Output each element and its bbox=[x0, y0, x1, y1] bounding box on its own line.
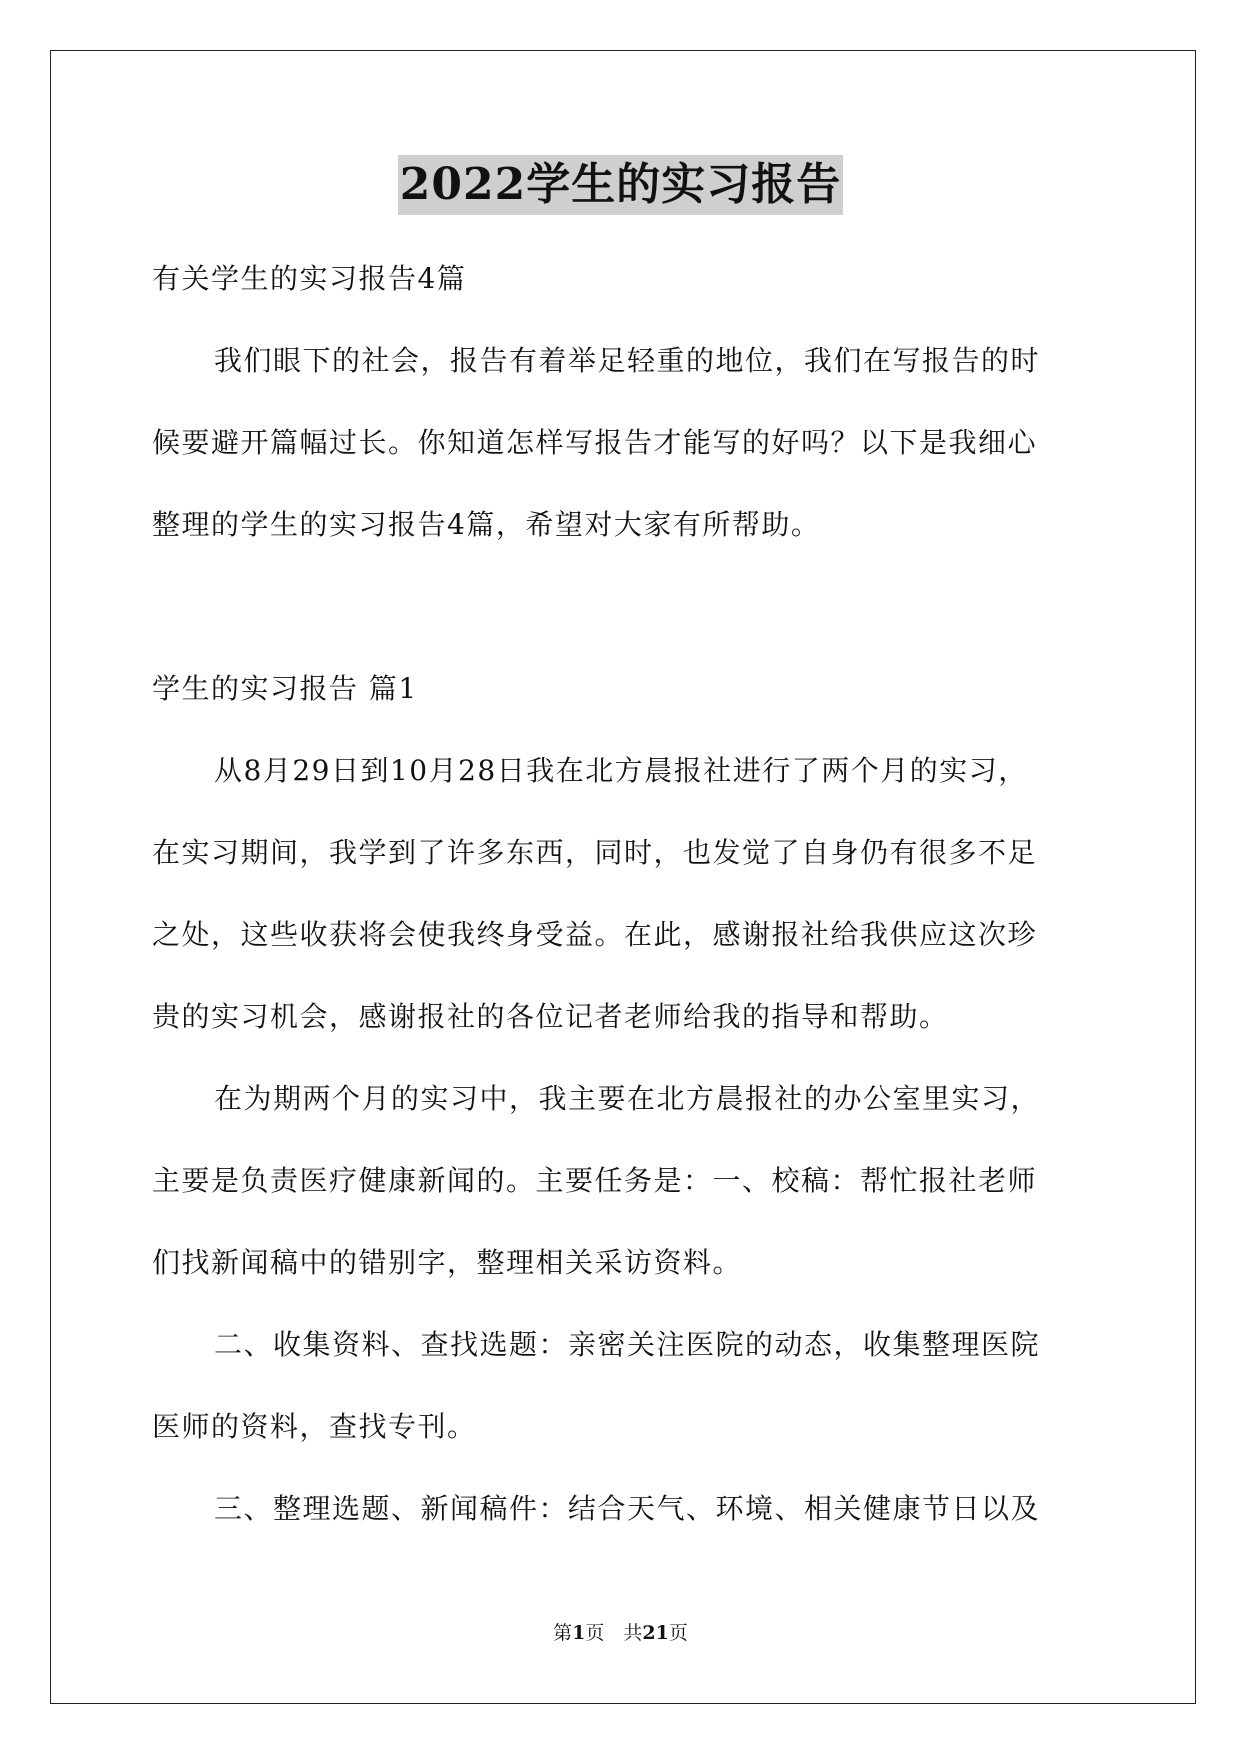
paragraph-line: 二、收集资料、查找选题：亲密关注医院的动态，收集整理医院 bbox=[214, 1328, 1041, 1361]
page-label-suffix: 页 bbox=[668, 1622, 688, 1644]
document-body bbox=[152, 238, 1092, 1550]
page-label-mid: 页 共 bbox=[585, 1622, 643, 1644]
paragraph-line: 在实习期间，我学到了许多东西，同时，也发觉了自身仍有很多不足 bbox=[152, 836, 1038, 869]
section-heading: 学生的实习报告 篇1 bbox=[152, 672, 418, 705]
paragraph-line: 医师的资料，查找专刊。 bbox=[152, 1410, 477, 1443]
paragraph-line: 从8月29日到10月28日我在北方晨报社进行了两个月的实习， bbox=[214, 754, 1028, 787]
paragraph-line: 们找新闻稿中的错别字，整理相关采访资料。 bbox=[152, 1246, 743, 1279]
paragraph-line: 整理的学生的实习报告4篇，希望对大家有所帮助。 bbox=[152, 508, 821, 541]
page-footer bbox=[0, 1620, 1241, 1646]
document-title: 2022学生的实习报告 bbox=[398, 155, 843, 215]
paragraph-line: 之处，这些收获将会使我终身受益。在此，感谢报社给我供应这次珍 bbox=[152, 918, 1038, 951]
page-label-prefix: 第 bbox=[553, 1622, 573, 1644]
title-container bbox=[0, 155, 1241, 215]
page-current: 1 bbox=[572, 1622, 586, 1644]
paragraph-line: 贵的实习机会，感谢报社的各位记者老师给我的指导和帮助。 bbox=[152, 1000, 949, 1033]
paragraph-line: 候要避开篇幅过长。你知道怎样写报告才能写的好吗？以下是我细心 bbox=[152, 426, 1038, 459]
paragraph-line: 主要是负责医疗健康新闻的。主要任务是：一、校稿：帮忙报社老师 bbox=[152, 1164, 1038, 1197]
blank-line bbox=[152, 566, 1092, 648]
section-heading: 有关学生的实习报告4篇 bbox=[152, 262, 467, 295]
paragraph-line: 三、整理选题、新闻稿件：结合天气、环境、相关健康节日以及 bbox=[214, 1492, 1041, 1525]
paragraph-line: 在为期两个月的实习中，我主要在北方晨报社的办公室里实习， bbox=[214, 1082, 1041, 1115]
paragraph-line: 我们眼下的社会，报告有着举足轻重的地位，我们在写报告的时 bbox=[214, 344, 1041, 377]
page-total: 21 bbox=[642, 1622, 669, 1644]
